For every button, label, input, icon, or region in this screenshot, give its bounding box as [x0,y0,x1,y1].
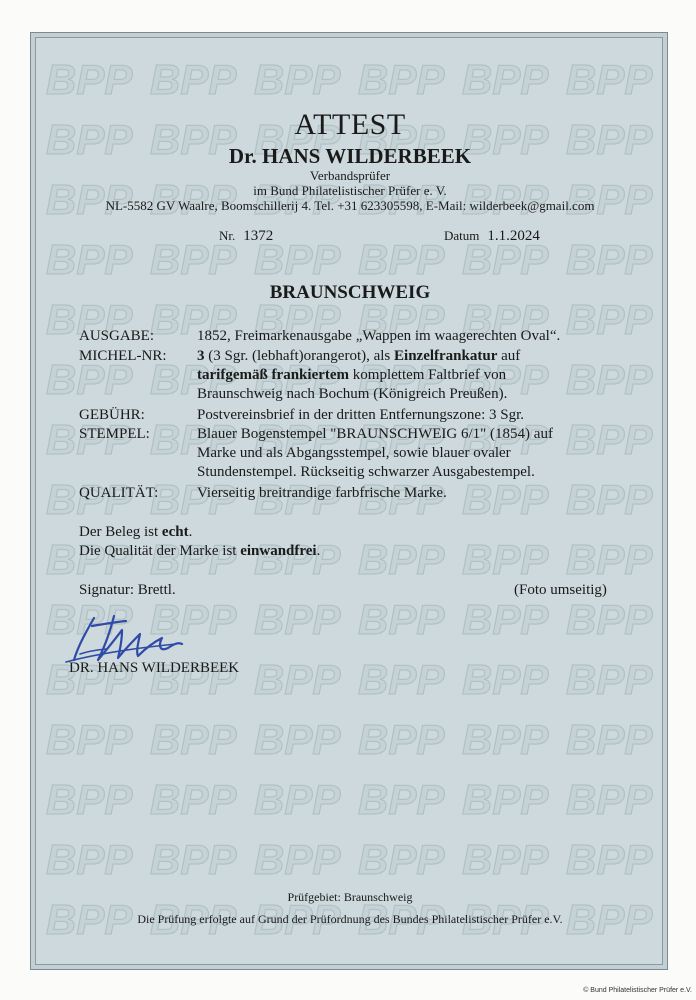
verdict-echt-period: . [188,524,193,540]
certificate-outer-frame [30,32,668,970]
verdict-quality-word: einwandfrei [240,543,317,559]
issuer-role: Verbandsprüfer [309,168,391,183]
stempel-text [197,425,647,482]
nr-value: 1372 [243,228,274,244]
certificate-date [444,228,540,245]
stempel-line-2: Marke und als Abgangsstempel, sowie blauer ovaler [197,445,511,461]
datum-value: 1.1.2024 [487,228,540,244]
michel-faltbrief: komplettem Faltbrief von [349,367,507,383]
footer-disclaimer: Die Prüfung erfolgte auf Grund der Prüfordnung des Bundes Philatelistischer Prüfer e.V. [137,912,563,926]
certificate-title: ATTEST [294,108,406,141]
signer-name: DR. HANS WILDERBEEK [69,660,240,676]
certificate-panel [35,37,663,965]
issuer-address: NL-5582 GV Waalre, Boomschillerij 4. Tel. +31 623305598, E-Mail: wilderbeek@gmail.com [105,198,595,213]
issuer-name: Dr. HANS WILDERBEEK [228,144,472,168]
signatur-line: Signatur: Brettl. [79,582,176,598]
certificate-heading: BRAUNSCHWEIG [269,282,431,303]
copyright-notice: © Bund Philatelistischer Prüfer e.V. [583,987,692,994]
certificate-number [219,228,273,245]
certificate-content [36,38,663,965]
gebuehr-text: Postvereinsbrief in der dritten Entfernungszone: 3 Sgr. [197,407,525,423]
nr-label: Nr. [219,228,236,243]
verdict-quality-period: . [316,543,321,559]
ausgabe-label: AUSGABE: [79,328,155,344]
michel-number: 3 [197,348,205,364]
pruefgebiet: Prüfgebiet: Braunschweig [287,890,413,904]
foto-note: (Foto umseitig) [514,582,607,598]
michel-label: MICHEL-NR: [79,348,167,364]
michel-tarifgemaess: tarifgemäß frankiertem [197,367,350,383]
verdict-echt-word: echt [161,524,189,540]
verdict-echt-prefix: Der Beleg ist [79,524,162,540]
verdict-echt [79,524,192,541]
issuer-association: im Bund Philatelistischer Prüfer e. V. [253,183,447,198]
gebuehr-label: GEBÜHR: [79,407,145,423]
qualitaet-text: Vierseitig breitrandige farbfrische Marke. [197,485,447,501]
michel-text [197,347,647,404]
michel-route: Braunschweig nach Bochum (Königreich Preußen). [197,386,508,402]
datum-label: Datum [444,228,480,243]
stempel-label: STEMPEL: [79,426,150,442]
stempel-line-3: Stundenstempel. Rückseitig schwarzer Ausgabestempel. [197,464,535,480]
ausgabe-text: 1852, Freimarkenausgabe „Wappen im waagerechten Oval“. [197,328,561,344]
qualitaet-label: QUALITÄT: [79,485,159,501]
handwritten-signature [56,608,206,668]
michel-einzelfrankatur: Einzelfrankatur [394,348,498,364]
verdict-quality-prefix: Die Qualität der Marke ist [79,543,241,559]
michel-auf: auf [497,348,521,364]
verdict-quality [79,543,320,560]
stempel-line-1: Blauer Bogenstempel "BRAUNSCHWEIG 6/1" (1854) auf [197,426,553,442]
michel-desc: (3 Sgr. (lebhaft)orangerot), als [204,348,395,364]
